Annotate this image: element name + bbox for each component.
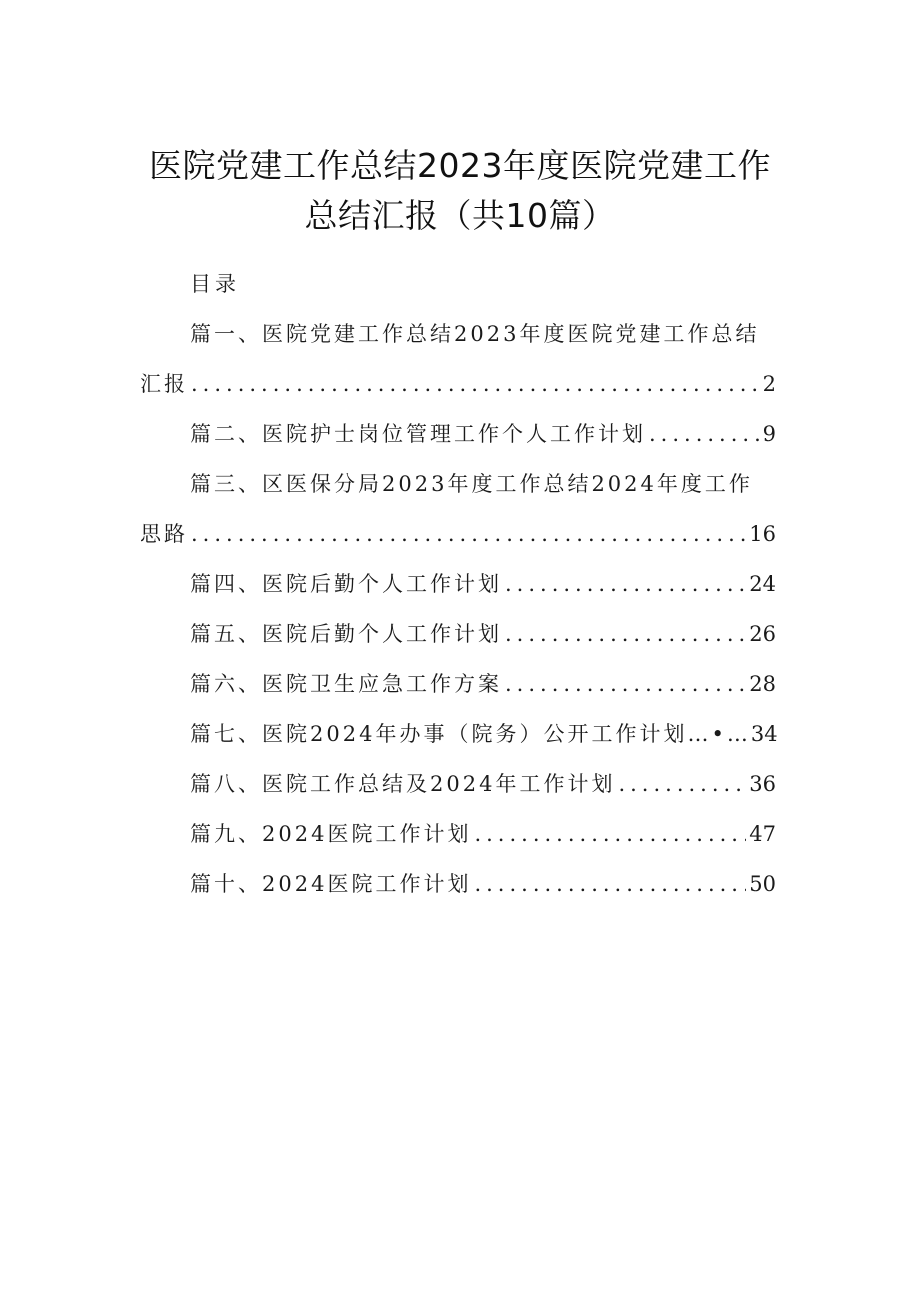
toc-entry-text: 篇八、医院工作总结及2024年工作计划 (190, 772, 616, 796)
toc-entry-1-line-1: 篇一、医院党建工作总结2023年度医院党建工作总结 (190, 322, 760, 346)
leader-dots (191, 522, 746, 546)
toc-entry-8[interactable] (190, 768, 776, 798)
leader-dots (474, 872, 746, 896)
toc-page-number: 2 (762, 372, 776, 396)
toc-page-number: 34 (750, 722, 778, 746)
toc-heading: 目录 (190, 272, 240, 296)
toc-entry-5[interactable] (190, 618, 776, 648)
toc-entry-3-line-1: 篇三、区医保分局2023年度工作总结2024年度工作 (190, 472, 753, 496)
leader-dots (474, 822, 746, 846)
leader-dots (649, 422, 760, 446)
toc-entry-3[interactable] (140, 518, 776, 548)
toc-page-number: 24 (749, 572, 776, 596)
leader-dots (505, 622, 746, 646)
leader-dots (505, 572, 746, 596)
toc-entry-text: 篇四、医院后勤个人工作计划 (190, 572, 502, 596)
toc-entry-7[interactable] (190, 718, 778, 748)
toc-page-number: 26 (749, 622, 776, 646)
leader-dots (191, 372, 760, 396)
toc-entry-text: 篇十、2024医院工作计划 (190, 872, 472, 896)
toc-entry-text: 篇二、医院护士岗位管理工作个人工作计划 (190, 422, 646, 446)
toc-entry-text: 思路 (140, 522, 188, 546)
toc-page-number: 28 (749, 672, 776, 696)
leader-dots (618, 772, 746, 796)
toc-page-number: 47 (749, 822, 776, 846)
document-title-line-2: 总结汇报（共10篇） (304, 196, 616, 235)
toc-entry-1[interactable] (140, 368, 776, 398)
toc-entry-9[interactable] (190, 818, 776, 848)
toc-entry-text: 篇六、医院卫生应急工作方案 (190, 672, 502, 696)
leader-dots (505, 672, 746, 696)
toc-entry-text: 篇七、医院2024年办事（院务）公开工作计划…•… (190, 722, 751, 746)
toc-entry-6[interactable] (190, 668, 776, 698)
document-title-line-1: 医院党建工作总结2023年度医院党建工作 (149, 146, 771, 185)
toc-page-number: 50 (749, 872, 776, 896)
toc-page-number: 9 (762, 422, 776, 446)
toc-entry-text: 汇报 (140, 372, 188, 396)
toc-entry-text: 篇九、2024医院工作计划 (190, 822, 472, 846)
toc-entry-4[interactable] (190, 568, 776, 598)
toc-page-number: 36 (749, 772, 776, 796)
toc-page-number: 16 (749, 522, 776, 546)
toc-entry-text: 篇五、医院后勤个人工作计划 (190, 622, 502, 646)
toc-entry-2[interactable] (190, 418, 776, 448)
toc-entry-10[interactable] (190, 868, 776, 898)
